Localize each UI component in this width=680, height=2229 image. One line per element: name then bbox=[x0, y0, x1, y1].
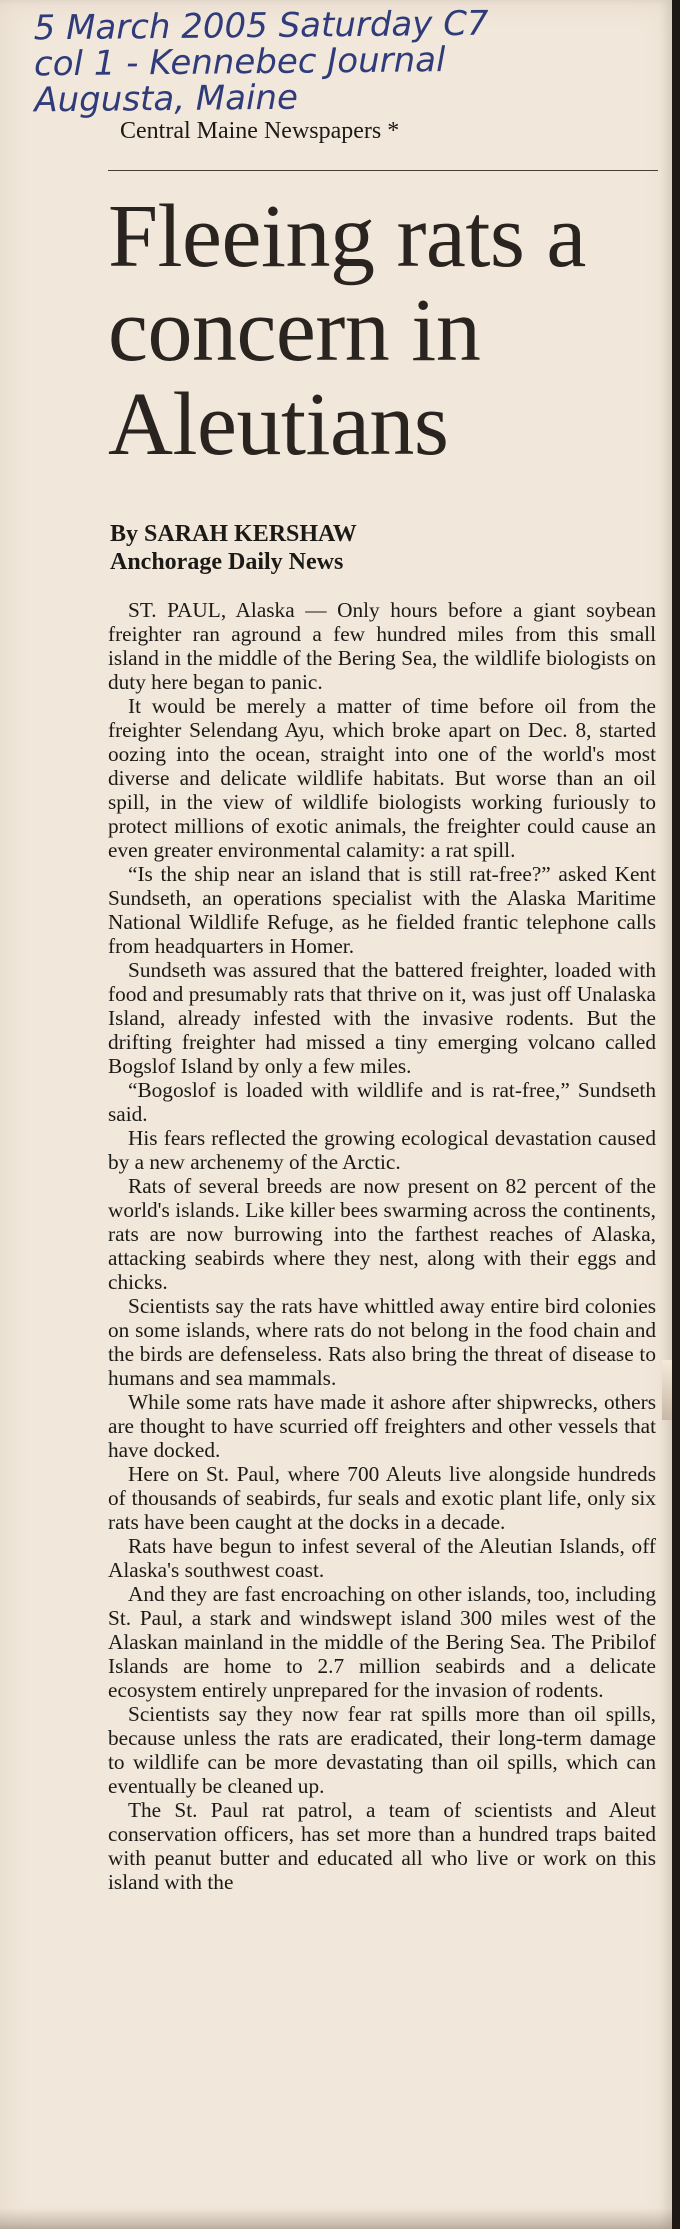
header-divider bbox=[108, 170, 658, 171]
handwritten-annotation bbox=[33, 3, 489, 121]
article-paragraph: Scientists say the rats have whittled away entire bird colonies on some islands, where rats do not belong in the food chain and the birds are defenseless. Rats also bring the threat of disease to humans and sea mammals. bbox=[108, 1294, 656, 1390]
article-paragraph: Sundseth was assured that the battered freighter, loaded with food and presumably rats that thrive on it, was just off Unalaska Island, already infested with the invasive rodents. But the drifting freighter had missed a tiny emerging volcano called Bogslof Island by only a few miles. bbox=[108, 958, 656, 1078]
byline-outlet: Anchorage Daily News bbox=[110, 549, 344, 575]
article-paragraph: While some rats have made it ashore after shipwrecks, others are thought to have scurried off freighters and other vessels that have docked. bbox=[108, 1390, 656, 1462]
article-paragraph: “Bogoslof is loaded with wildlife and is rat-free,” Sundseth said. bbox=[108, 1078, 656, 1126]
article-paragraph: And they are fast encroaching on other islands, too, including St. Paul, a stark and windswept island 300 miles west of the Alaskan mainland in the middle of the Bering Sea. The Pribilof Islands are home to 2.7 million seabirds and a delicate ecosystem entirely unprepared for the invasion of rodents. bbox=[108, 1582, 656, 1702]
article-paragraph: Scientists say they now fear rat spills more than oil spills, because unless the rats are eradicated, their long-term damage to wildlife can be more devastating than oil spills, which can eventually be cleaned up. bbox=[108, 1702, 656, 1798]
article-paragraph: Here on St. Paul, where 700 Aleuts live alongside hundreds of thousands of seabirds, fur seals and exotic plant life, only six rats have been caught at the docks in a decade. bbox=[108, 1462, 656, 1534]
article-headline: Fleeing rats a concern in Aleutians bbox=[108, 187, 586, 474]
handwritten-date-line: 5 March 2005 Saturday C7 bbox=[33, 3, 489, 49]
article-paragraph: Rats have begun to infest several of the Aleutian Islands, off Alaska's southwest coast. bbox=[108, 1534, 656, 1582]
article-paragraph: “Is the ship near an island that is still rat-free?” asked Kent Sundseth, an operations specialist with the Alaska Maritime National Wildlife Refuge, as he fielded frantic telephone calls from headquarters in Homer. bbox=[108, 862, 656, 958]
byline-author: By SARAH KERSHAW bbox=[110, 521, 357, 547]
handwritten-location-line: Augusta, Maine bbox=[34, 77, 299, 121]
handwritten-publication-line: col 1 - Kennebec Journal bbox=[33, 40, 446, 85]
article-paragraph: The St. Paul rat patrol, a team of scientists and Aleut conservation officers, has set more than a hundred traps baited with peanut butter and educated all who live or work on this island with the bbox=[108, 1798, 656, 1894]
clipping-bottom-edge bbox=[0, 2208, 672, 2229]
byline bbox=[110, 520, 357, 576]
article-paragraph: His fears reflected the growing ecological devastation caused by a new archenemy of the Arctic. bbox=[108, 1126, 656, 1174]
adjacent-clipping-fragment bbox=[662, 1360, 672, 1420]
article-body bbox=[108, 598, 656, 1894]
article-paragraph: Rats of several breeds are now present on 82 percent of the world's islands. Like killer bees swarming across the continents, rats are now burrowing into the farthest reaches of Alaska, attacking seabirds where they nest, along with their eggs and chicks. bbox=[108, 1174, 656, 1294]
scan-background-edge bbox=[672, 0, 680, 2229]
article-paragraph: It would be merely a matter of time before oil from the freighter Selendang Ayu, which broke apart on Dec. 8, started oozing into the ocean, straight into one of the world's most diverse and delicate wildlife habitats. But worse than an oil spill, in the view of wildlife biologists working furiously to protect millions of exotic animals, the freighter could cause an even greater environmental calamity: a rat spill. bbox=[108, 694, 656, 862]
source-label: Central Maine Newspapers * bbox=[120, 118, 400, 144]
article-paragraph: ST. PAUL, Alaska — Only hours before a giant soybean freighter ran aground a few hundred miles from this small island in the middle of the Bering Sea, the wildlife biologists on duty here began to panic. bbox=[108, 598, 656, 694]
